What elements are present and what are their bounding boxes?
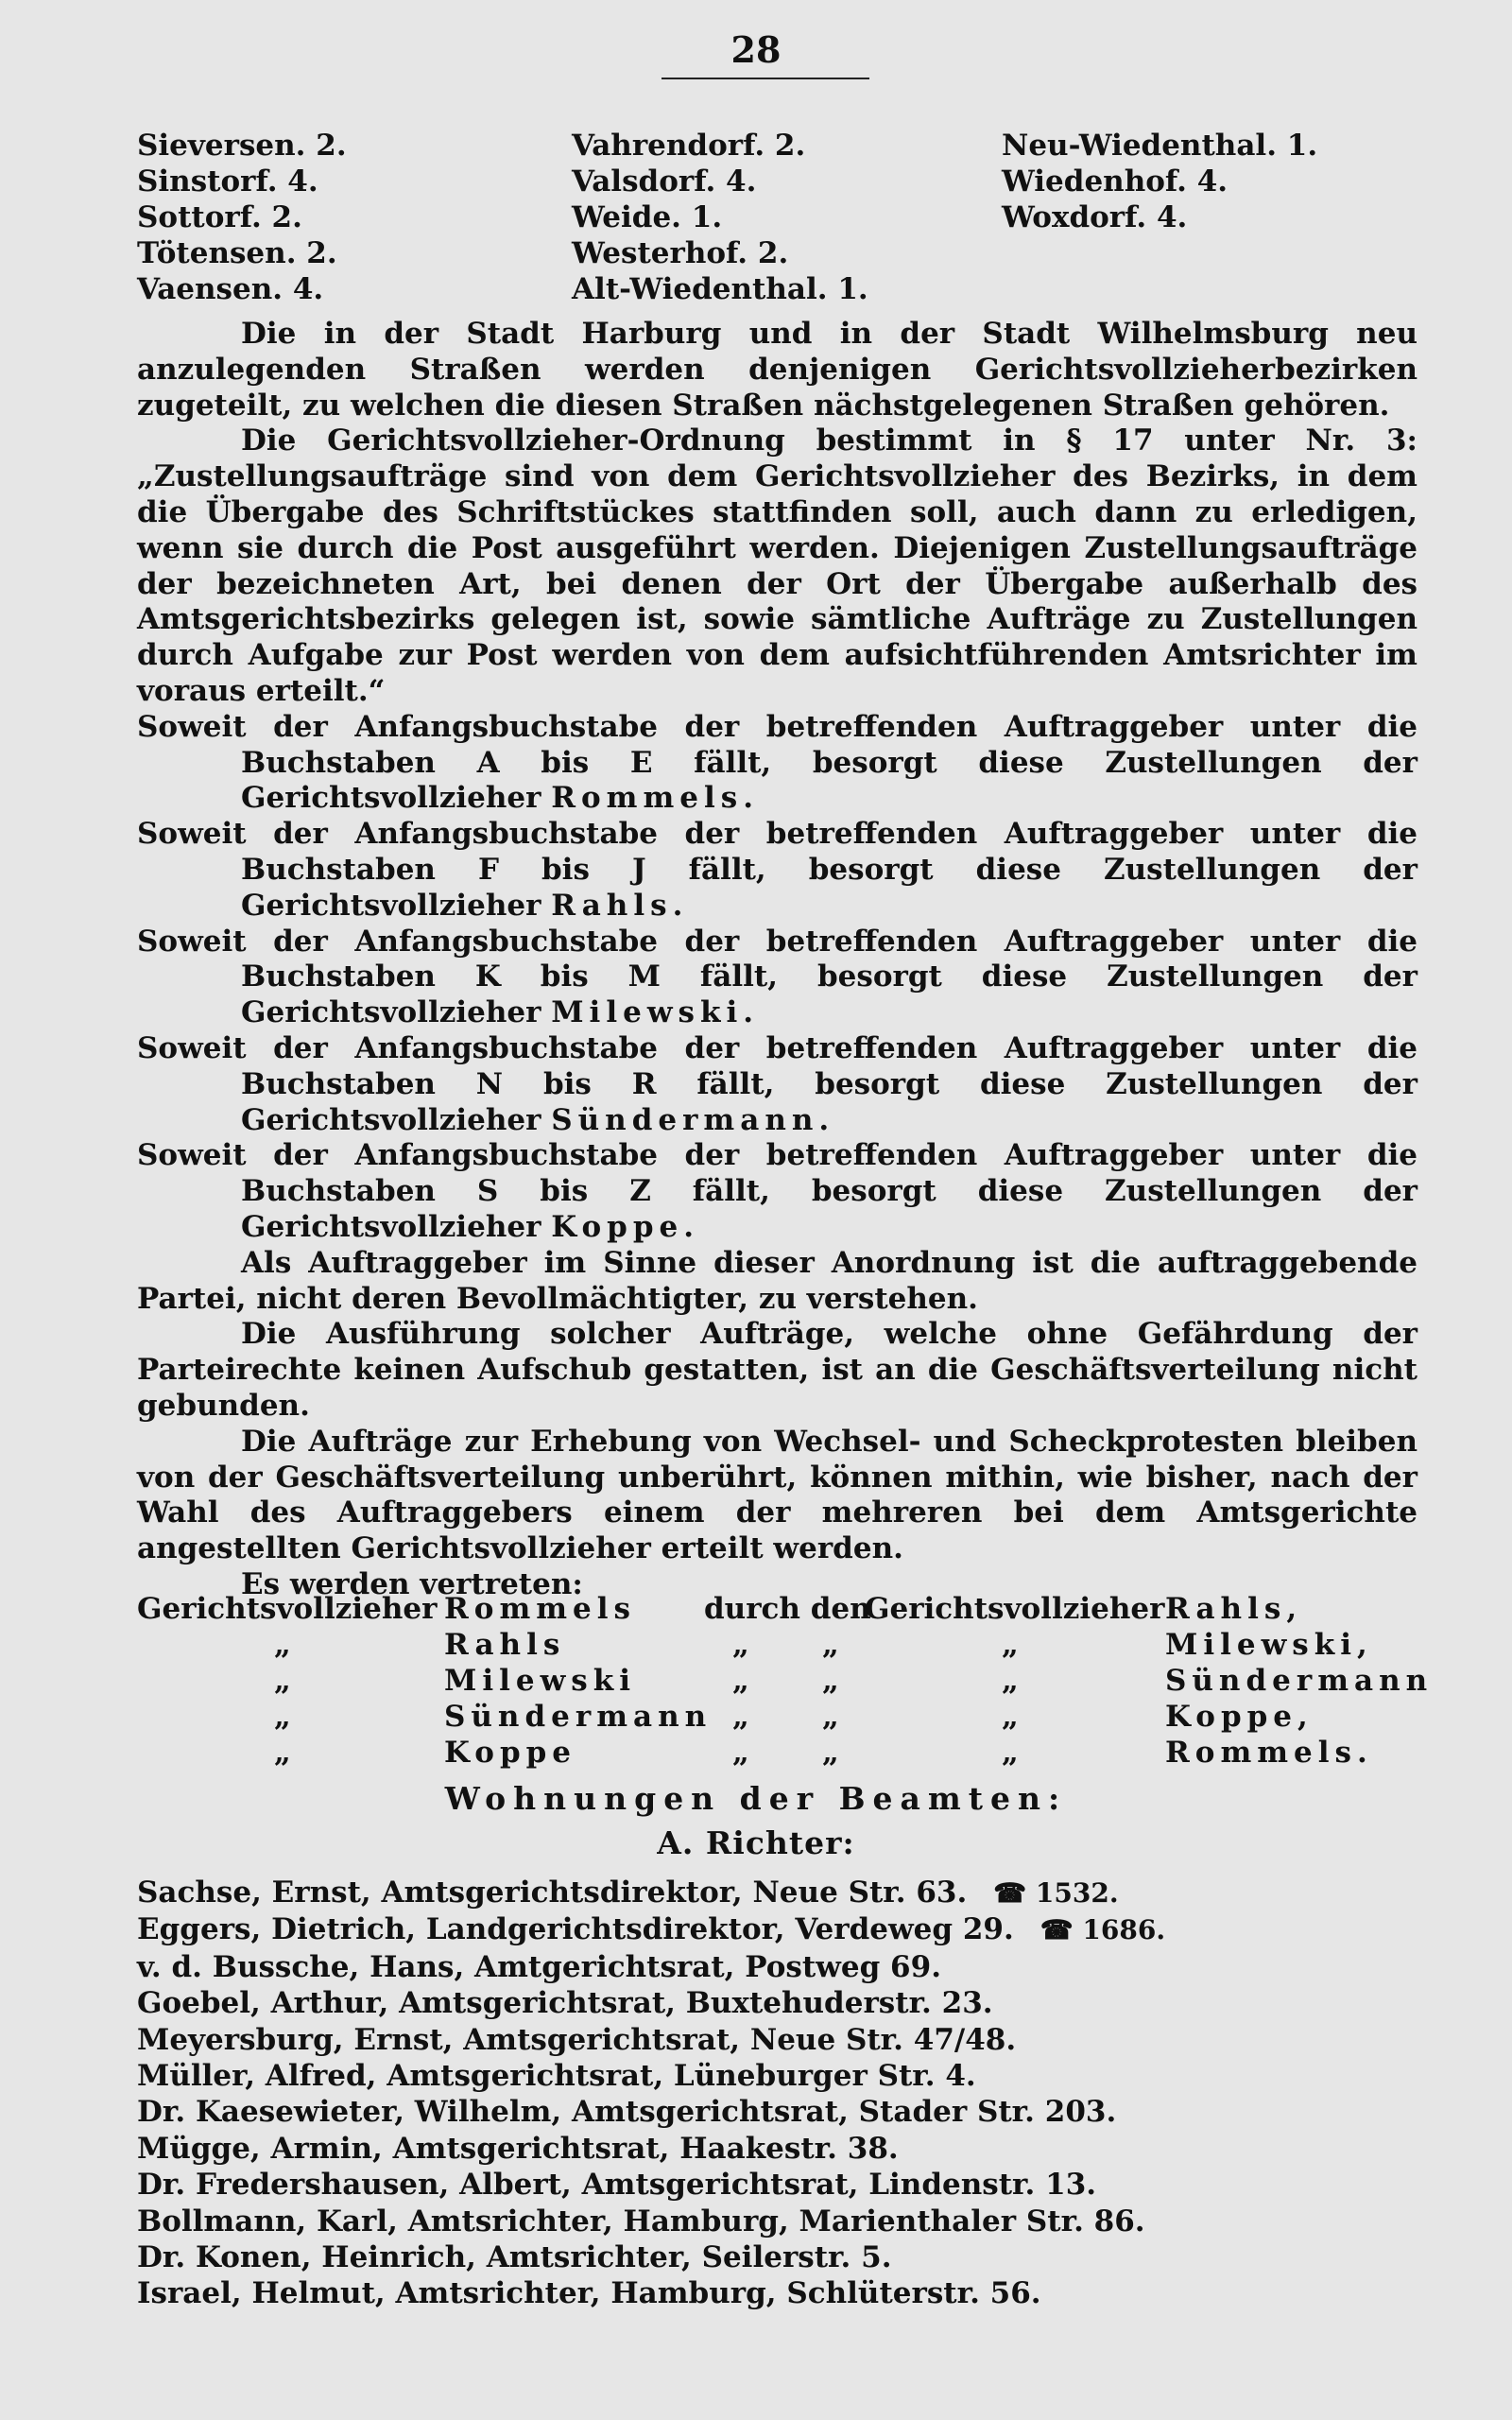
rule-text: Soweit der Anfangsbuchstabe der betreffenden Auftraggeber unter die Buchstaben S bis Z fällt, besorgt diese Zustellungen der Gerichtsvollzieher	[137, 1138, 1418, 1244]
letter-rule-n-r	[137, 1031, 1418, 1138]
rep-name: Sündermann	[444, 1700, 713, 1734]
place-entry: Weide. 1.	[572, 200, 723, 234]
rep-ditto: „	[274, 1700, 291, 1734]
rep-ditto: „	[732, 1628, 749, 1662]
rule-text: Soweit der Anfangsbuchstabe der betreffenden Auftraggeber unter die Buchstaben F bis J fällt, besorgt diese Zustellungen der Gerichtsvollzieher	[137, 817, 1418, 923]
rule-text: Soweit der Anfangsbuchstabe der betreffenden Auftraggeber unter die Buchstaben K bis M fällt, besorgt diese Zustellungen der Gerichtsvollzieher	[137, 924, 1418, 1030]
rep-ditto: „	[822, 1736, 839, 1770]
telephone-icon: ☎	[993, 1877, 1036, 1909]
rep-ditto: „	[732, 1736, 749, 1770]
judge-entry	[137, 1875, 1441, 1911]
representation-row	[137, 1663, 1460, 1699]
letter-rule-s-z	[137, 1138, 1418, 1245]
place-column-2	[572, 128, 1002, 307]
rep-substitute: Rahls,	[1165, 1592, 1303, 1626]
place-entry: Neu-Wiedenthal. 1.	[1002, 129, 1318, 163]
rep-name: Milewski	[444, 1664, 636, 1698]
judge-entry: Dr. Fredershausen, Albert, Amtsgerichtsrat, Lindenstr. 13.	[137, 2168, 1097, 2203]
rep-ditto: „	[732, 1700, 749, 1734]
place-entry: Wiedenhof. 4.	[1002, 164, 1228, 199]
paragraph-ausfuehrung: Die Ausführung solcher Aufträge, welche ohne Gefährdung der Parteirechte keinen Aufschub gestatten, ist an die Geschäftsverteilung nicht gebunden.	[137, 1317, 1418, 1423]
rep-durch: durch den	[704, 1592, 871, 1626]
rep-ditto: „	[274, 1628, 291, 1662]
bailiff-name: Milewski.	[551, 995, 760, 1030]
judge-entry: Goebel, Arthur, Amtsgerichtsrat, Buxtehuderstr. 23.	[137, 1986, 993, 2021]
rep-ditto: „	[1002, 1700, 1019, 1734]
bailiff-name: Sündermann.	[551, 1102, 835, 1137]
paragraph-wechsel: Die Aufträge zur Erhebung von Wechsel- und Scheckprotesten bleiben von der Geschäftsverteilung unberührt, können mithin, wie bisher, nach der Wahl des Auftraggebers einem der mehreren bei dem Amtsgerichte angestellten Gerichtsvollzieher erteilt werden.	[137, 1424, 1418, 1566]
place-entry: Woxdorf. 4.	[1002, 200, 1188, 234]
rep-substitute: Sündermann	[1165, 1664, 1434, 1698]
section-heading: Wohnungen der Beamten:	[444, 1780, 1068, 1817]
judge-entry: Mügge, Armin, Amtsgerichtsrat, Haakestr. 38.	[137, 2131, 899, 2166]
rep-ditto: „	[1002, 1664, 1019, 1698]
rep-substitute: Koppe,	[1165, 1700, 1314, 1734]
rep-ditto: „	[1002, 1736, 1019, 1770]
judge-entry: Israel, Helmut, Amtsrichter, Hamburg, Schlüterstr. 56.	[137, 2276, 1041, 2311]
rep-ditto: „	[732, 1664, 749, 1698]
letter-rule-f-j	[137, 817, 1418, 924]
paragraph-auftraggeber: Als Auftraggeber im Sinne dieser Anordnung ist die auftraggebende Partei, nicht deren Bevollmächtigter, zu verstehen.	[137, 1245, 1418, 1316]
judge-entry: Bollmann, Karl, Amtsrichter, Hamburg, Marienthaler Str. 86.	[137, 2204, 1145, 2238]
rule-text: Soweit der Anfangsbuchstabe der betreffenden Auftraggeber unter die Buchstaben N bis R fällt, besorgt diese Zustellungen der Gerichtsvollzieher	[137, 1030, 1418, 1137]
representation-row	[137, 1591, 1460, 1627]
judge-text: Sachse, Ernst, Amtsgerichtsdirektor, Neue Str. 63.	[137, 1876, 968, 1910]
rep-ditto: „	[1002, 1628, 1019, 1662]
representation-row	[137, 1627, 1460, 1663]
body-text	[137, 317, 1418, 1603]
bailiff-name: Koppe.	[551, 1209, 700, 1244]
rep-ditto: „	[822, 1664, 839, 1698]
rep-ditto: „	[274, 1736, 291, 1770]
judge-list	[137, 1875, 1441, 2312]
place-entry: Tötensen. 2.	[137, 236, 337, 270]
judge-entry: Meyersburg, Ernst, Amtsgerichtsrat, Neue Str. 47/48.	[137, 2022, 1017, 2057]
place-column-3	[1002, 128, 1403, 307]
rep-substitute: Rommels.	[1165, 1736, 1373, 1770]
place-entry: Sinstorf. 4.	[137, 164, 318, 199]
rep-lead: Gerichtsvollzieher	[137, 1592, 438, 1626]
rep-name: Koppe	[444, 1736, 577, 1770]
place-list	[137, 128, 1403, 307]
paragraph-vertreten: Es werden vertreten:	[241, 1566, 583, 1601]
letter-rule-a-e	[137, 710, 1418, 817]
rep-ditto: „	[274, 1664, 291, 1698]
place-entry: Valsdorf. 4.	[572, 164, 757, 199]
bailiff-name: Rahls.	[551, 888, 689, 923]
judge-entry: Dr. Kaesewieter, Wilhelm, Amtsgerichtsrat, Stader Str. 203.	[137, 2095, 1117, 2130]
judge-entry: v. d. Bussche, Hans, Amtgerichtsrat, Postweg 69.	[137, 1949, 941, 1984]
rep-name: Rommels	[444, 1592, 636, 1626]
rep-name: Rahls	[444, 1628, 566, 1662]
paragraph-streets: Die in der Stadt Harburg und in der Stadt Wilhelmsburg neu anzulegenden Straßen werden denjenigen Gerichtsvollzieherbezirken zugeteilt, zu welchen die diesen Straßen nächstgelegenen Straßen gehören.	[137, 317, 1418, 423]
place-entry: Sieversen. 2.	[137, 129, 347, 163]
phone-number: 1686.	[1082, 1914, 1166, 1946]
representation-row	[137, 1735, 1460, 1771]
paragraph-ordnung: Die Gerichtsvollzieher-Ordnung bestimmt in § 17 unter Nr. 3: „Zustellungsaufträge sind von dem Gerichtsvollzieher des Bezirks, in dem die Übergabe des Schriftstückes stattfinden soll, auch dann zu erledigen, wenn sie durch die Post ausgeführt werden. Diejenigen Zustellungsaufträge der bezeichneten Art, bei denen der Ort der Übergabe außerhalb des Amtsgerichtsbezirks gelegen ist, sowie sämtliche Aufträge zu Zustellungen durch Aufgabe zur Post werden von dem aufsichtführenden Amtsrichter im voraus erteilt.“	[137, 424, 1418, 708]
judge-entry	[137, 1911, 1441, 1948]
place-entry: Vaensen. 4.	[137, 272, 324, 306]
rule-text: Soweit der Anfangsbuchstabe der betreffenden Auftraggeber unter die Buchstaben A bis E fällt, besorgt diese Zustellungen der Gerichtsvollzieher	[137, 709, 1418, 816]
judge-entry: Dr. Konen, Heinrich, Amtsrichter, Seilerstr. 5.	[137, 2240, 892, 2275]
rep-gv: Gerichtsvollzieher	[865, 1592, 1165, 1626]
judge-entry: Müller, Alfred, Amtsgerichtsrat, Lüneburger Str. 4.	[137, 2059, 976, 2094]
header-rule	[662, 78, 869, 79]
representation-table	[137, 1591, 1460, 1771]
telephone-icon: ☎	[1040, 1914, 1083, 1946]
judge-text: Eggers, Dietrich, Landgerichtsdirektor, Verdeweg 29.	[137, 1912, 1014, 1947]
place-entry: Sottorf. 2.	[137, 200, 302, 234]
place-entry: Alt-Wiedenthal. 1.	[572, 272, 868, 306]
bailiff-name: Rommels.	[551, 781, 760, 816]
rep-substitute: Milewski,	[1165, 1628, 1373, 1662]
place-entry: Westerhof. 2.	[572, 236, 789, 270]
letter-rule-k-m	[137, 925, 1418, 1031]
rep-ditto: „	[822, 1700, 839, 1734]
phone-number: 1532.	[1035, 1877, 1119, 1909]
phone-entry	[1040, 1912, 1165, 1948]
representation-row	[137, 1699, 1460, 1735]
rep-ditto: „	[822, 1628, 839, 1662]
place-column-1	[137, 128, 572, 307]
subsection-heading: A. Richter:	[657, 1824, 855, 1861]
place-entry: Vahrendorf. 2.	[572, 129, 806, 163]
page-number: 28	[730, 28, 782, 71]
phone-entry	[993, 1876, 1118, 1911]
